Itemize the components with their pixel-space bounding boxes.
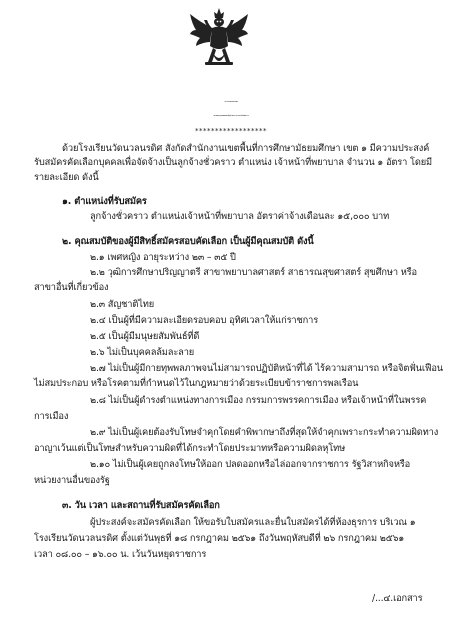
garuda-emblem-icon	[188, 6, 250, 72]
qualification-item: ๒.๓ สัญชาติไทย	[90, 299, 155, 310]
qualification-item: ๒.๘ ไม่เป็นผู้ดำรงตำแหน่งทางการเมือง กรรมการพรรคการเมือง หรือเจ้าหน้าที่ในพรรค	[90, 395, 427, 406]
section-3-body-line: ผู้ประสงค์จะสมัครคัดเลือก ให้ขอรับใบสมัครและยื่นใบสมัครได้ที่ห้องธุรการ บริเวณ ๑	[90, 517, 416, 528]
qualification-item: ๒.๑๐ ไม่เป็นผู้เคยถูกลงโทษให้ออก ปลดออกหรือไล่ออกจากราชการ รัฐวิสาหกิจหรือ	[90, 459, 411, 470]
qualification-item: ๒.๒ วุฒิการศึกษาปริญญาตรี สาขาพยาบาลศาสตร์ สาธารณสุขศาสตร์ สุขศึกษา หรือ	[90, 267, 417, 278]
intro-line-1: ด้วยโรงเรียนวัดนวลนรดิศ สังกัดสำนักงานเขตพื้นที่การศึกษามัธยมศึกษา เขต ๑ มีความประสงค์	[62, 143, 430, 154]
section-3-body-line: โรงเรียนวัดนวลนรดิศ ตั้งแต่วันพุธที่ ๑๘ กรกฎาคม ๒๕๖๑ ถึงวันพฤหัสบดีที่ ๒๖ กรกฎาคม ๒๕๖๑	[34, 533, 405, 544]
announcement-title: ประกาศโรงเรียนวัดนวลนรดิศ	[224, 102, 238, 103]
qualification-item: ๒.๕ เป็นผู้มีมนุษยสัมพันธ์ที่ดี	[90, 331, 200, 342]
qualification-item-continued: หน่วยงานอื่นของรัฐ	[34, 475, 110, 486]
section-3-heading: ๓. วัน เวลา และสถานที่รับสมัครคัดเลือก	[62, 500, 220, 511]
section-1-body: ลูกจ้างชั่วคราว ตำแหน่งเจ้าหน้าที่พยาบาล อัตราค่าจ้างเดือนละ ๑๕,๐๐๐ บาท	[90, 211, 390, 222]
header-separator: ******************	[195, 127, 267, 135]
qualification-item: ๒.๑ เพศหญิง อายุระหว่าง ๒๓ – ๓๕ ปี	[90, 252, 236, 263]
section-2-heading: ๒. คุณสมบัติของผู้มีสิทธิ์สมัครสอบคัดเลือก เป็นผู้มีคุณสมบัติ ดังนี้	[62, 236, 314, 247]
qualification-item: ๒.๖ ไม่เป็นบุคคลล้มละลาย	[90, 347, 195, 358]
section-3-body-line: เวลา ๐๘.๐๐ – ๑๖.๐๐ น. เว้นวันหยุดราชการ	[34, 549, 207, 560]
page-continuation: /...๔.เอกสาร	[372, 593, 423, 604]
qualification-item: ๒.๗ ไม่เป็นผู้มีกายทุพพลภาพจนไม่สามารถปฏิบัติหน้าที่ได้ ไร้ความสามารถ หรือจิตฟั่นเฟือน	[90, 363, 443, 374]
qualification-item-continued: ไม่สมประกอบ หรือโรคตามที่กำหนดไว้ในกฎหมายว่าด้วยระเบียบข้าราชการพลเรือน	[34, 378, 359, 389]
qualification-item-continued: อาญาเว้นแต่เป็นโทษสำหรับความผิดที่ได้กระทำโดยประมาทหรือความผิดลหุโทษ	[34, 443, 346, 454]
intro-line-2: รับสมัครคัดเลือกบุคคลเพื่อจัดจ้างเป็นลูกจ้างชั่วคราว ตำแหน่ง เจ้าหน้าที่พยาบาล จำนวน ๑ อัตรา โดยมี	[34, 157, 433, 168]
qualification-item: ๒.๙ ไม่เป็นผู้เคยต้องรับโทษจำคุกโดยคำพิพากษาถึงที่สุดให้จำคุกเพราะกระทำความผิดทาง	[90, 427, 439, 438]
qualification-item-continued: สาขาอื่นที่เกี่ยวข้อง	[34, 282, 109, 293]
announcement-subject: เรื่อง รับสมัครบุคคลเพื่อคัดเลือกเป็นลูกจ้างชั่วคราว ตำแหน่ง เจ้าหน้าที่พยาบาล	[213, 116, 249, 117]
qualification-item: ๒.๔ เป็นผู้ที่มีความละเอียดรอบคอบ อุทิศเวลาให้แก่ราชการ	[90, 315, 319, 326]
qualification-item-continued: การเมือง	[34, 411, 69, 422]
section-1-heading: ๑. ตำแหน่งที่รับสมัคร	[62, 196, 147, 207]
intro-line-3: รายละเอียด ดังนี้	[34, 172, 99, 183]
